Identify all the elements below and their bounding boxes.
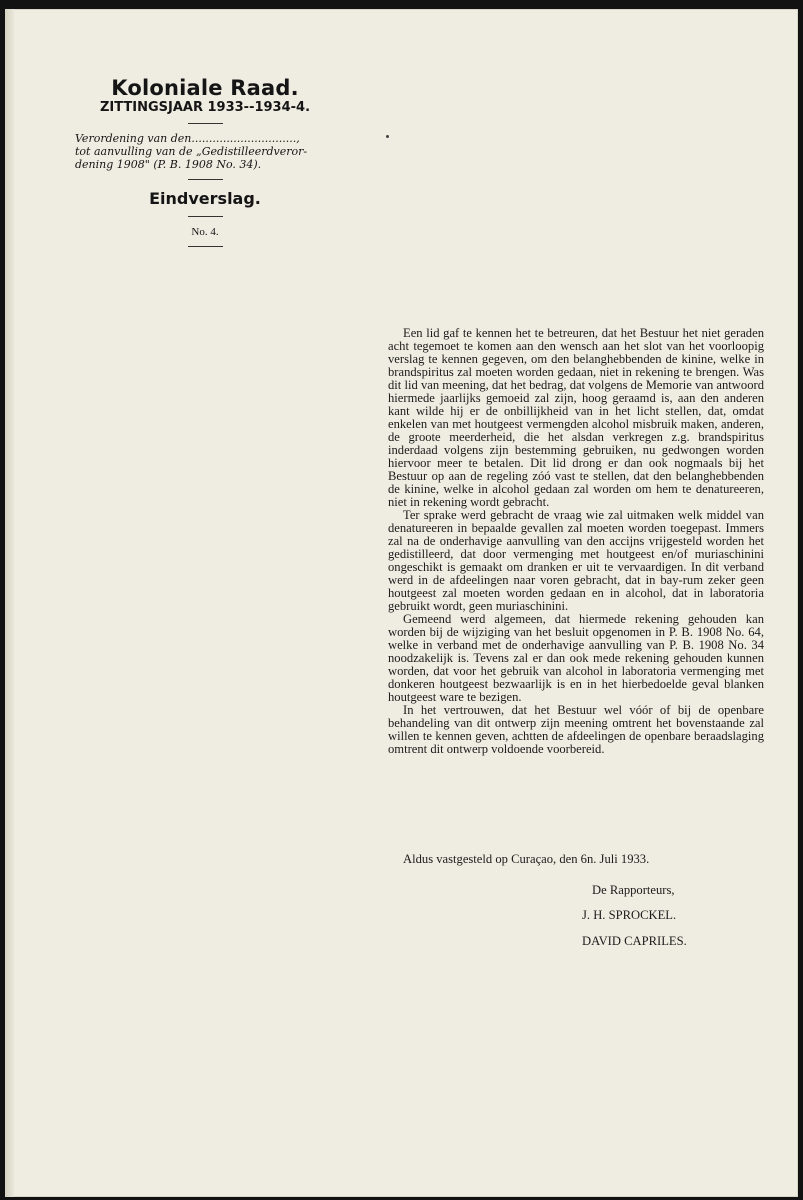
report-title: Eindverslag.: [149, 189, 261, 208]
header-divider: [188, 179, 223, 180]
body-paragraph: Ter sprake werd gebracht de vraag wie zal uitmaken welk middel van denatureeren in bepaalde gevallen zal moeten worden toegepast. Immers zal na de onderhavige aanvulling van den accijns vrijgesteld worden het gedistilleerd, dat door vermenging met houtgeest en/of muriaschinini ongeschikt is gemaakt om dranken er uit te vervaardigen. In dit verband werd in de afdeelingen naar voren gebracht, dat in bay-rum zeker geen houtgeest zal moeten worden gedaan en in alcohol, dat in laboratoria gebruikt wordt, geen muriaschinini.: [388, 508, 764, 613]
body-paragraph: In het vertrouwen, dat het Bestuur wel vóór of bij de openbare behandeling van dit ontwerp zijn meening omtrent het bovenstaande zal willen te kennen geven, achtten de afdeelingen de openbare beraadslaging omtrent dit ontwerp voldoende voorbereid.: [388, 703, 764, 756]
header-divider: [188, 246, 223, 247]
adoption-statement: Aldus vastgesteld op Curaçao, den 6n. Juli 1933.: [403, 852, 650, 866]
header-divider: [188, 123, 223, 124]
council-title: Koloniale Raad.: [111, 76, 299, 100]
page-fold-shadow: [5, 9, 14, 1197]
document-page: [5, 9, 798, 1197]
report-body: [388, 327, 764, 756]
ordinance-description: [75, 132, 335, 171]
signatory-name: J. H. SPROCKEL.: [582, 908, 677, 922]
body-paragraph: Een lid gaf te kennen het te betreuren, dat het Bestuur het niet geraden acht tegemoet te komen aan den wensch aan het slot van het voorloopig verslag te kennen gegeven, om den belanghebbenden de kinine, welke in brandspiritus zal moeten worden gedaan, niet in rekening te brengen. Was dit lid van meening, dat het bedrag, dat volgens de Memorie van antwoord hiermede jaarlijks gemoeid zal zijn, hoog geraamd is, aan den anderen kant wilde hij er de onbillijkheid van in het licht stellen, dat, omdat enkelen van met houtgeest vermengden alcohol misbruik maken, anderen, de groote meerderheid, die het alsdan verkregen z.g. brandspiritus inderdaad volgens zijn bestemming gebruiken, nu gedwongen worden hiervoor meer te betalen. Dit lid drong er dan ook nogmaals bij het Bestuur op aan de regeling zóó vast te stellen, dat den belanghebbenden de kinine, welke in alcohol gedaan zal worden om hem te denatureeren, niet in rekening wordt gebracht.: [388, 326, 764, 509]
signatory-name: DAVID CAPRILES.: [582, 934, 687, 948]
header-divider: [188, 216, 223, 217]
body-paragraph: Gemeend werd algemeen, dat hiermede rekening gehouden kan worden bij de wijziging van het besluit opgenomen in P. B. 1908 No. 64, welke in verband met de onderhavige aanvulling van P. B. 1908 No. 34 noodzakelijk is. Tevens zal er dan ook mede rekening gehouden kunnen worden, dat voor het gebruik van alcohol in laboratoria vermenging met donkeren houtgeest bezwaarlijk is en in het hierbedoelde geval blanken houtgeest ware te bezigen.: [388, 612, 764, 704]
rapporteurs-label: De Rapporteurs,: [592, 883, 675, 897]
document-header: [75, 77, 335, 255]
session-year: ZITTINGSJAAR 1933--1934-4.: [99, 100, 311, 115]
ordinance-line: tot aanvulling van de „Gedistilleerdveror-: [75, 145, 308, 158]
margin-speck: [386, 135, 389, 138]
ordinance-line: dening 1908" (P. B. 1908 No. 34).: [75, 158, 262, 171]
document-number: No. 4.: [191, 226, 219, 238]
ordinance-line: Verordening van den..............................,: [75, 132, 300, 145]
